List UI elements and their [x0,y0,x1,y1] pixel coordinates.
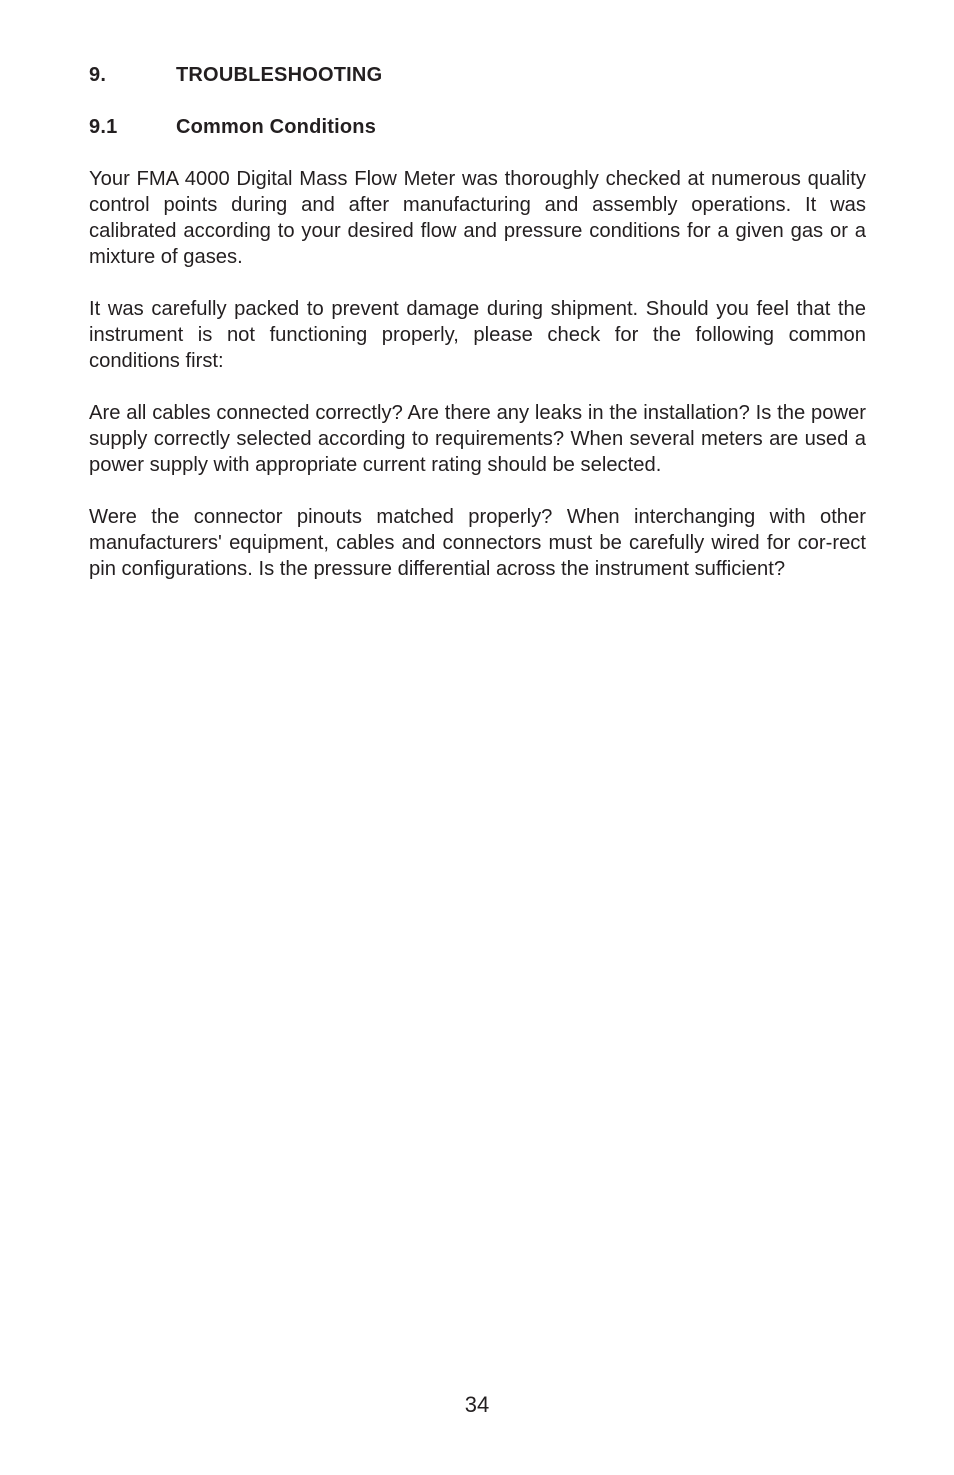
page-number: 34 [464,1392,490,1417]
subsection-number: 9.1 [89,116,118,138]
section-heading [89,60,866,90]
section-title: TROUBLESHOOTING [176,64,383,86]
paragraph-cables: Are all cables connected correctly? Are there any leaks in the installation? Is the power supply correctly selected according to requirements? When several meters are used a power supply with appropriate current rating should be selected. [89,402,866,476]
section-number: 9. [89,64,107,86]
paragraph-intro: Your FMA 4000 Digital Mass Flow Meter was thoroughly checked at numerous quality control points during and after manufacturing and assembly operations. It was calibrated according to your desired flow and pressure conditions for a given gas or a mixture of gases. [89,168,866,268]
subsection-heading [89,112,866,142]
paragraph-shipment: It was carefully packed to prevent damage during shipment. Should you feel that the instrument is not functioning properly, please check for the following common conditions first: [89,298,866,372]
page-content [89,60,866,608]
paragraph-connectors: Were the connector pinouts matched properly? When interchanging with other manufacturers' equipment, cables and connectors must be carefully wired for cor-rect pin configurations. Is the pressure differential across the instrument sufficient? [89,506,866,580]
subsection-title: Common Conditions [176,116,377,138]
